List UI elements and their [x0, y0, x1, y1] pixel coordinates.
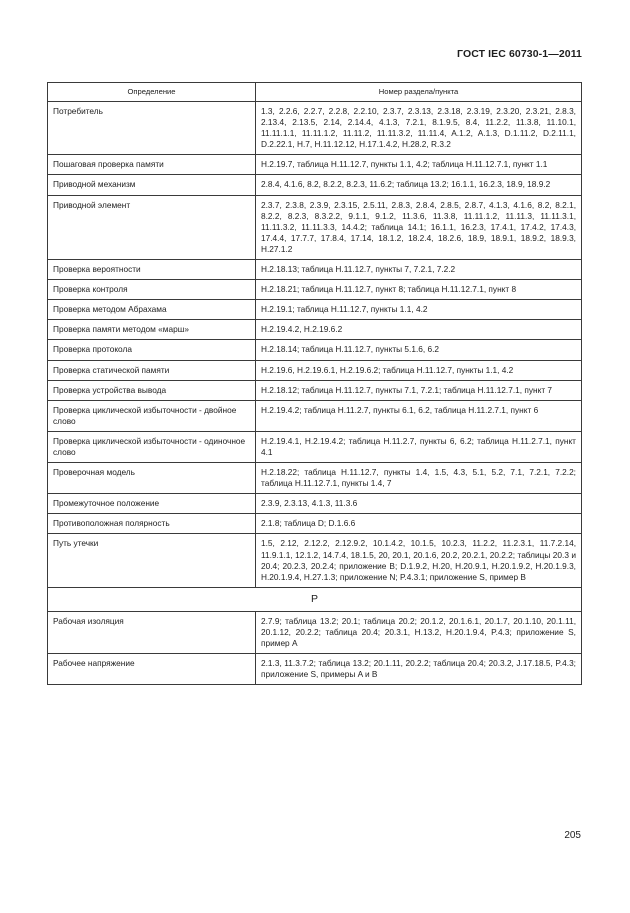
table-row [48, 431, 582, 462]
section-refs-cell: 2.3.9, 2.3.13, 4.1.3, 11.3.6 [256, 494, 582, 514]
section-refs-cell: H.2.19.4.1, H.2.19.4.2; таблица H.11.2.7, пункты 6, 6.2; таблица H.11.2.7.1, пункт 4.1 [256, 431, 582, 462]
term-cell: Приводной элемент [48, 195, 256, 259]
table-row [48, 463, 582, 494]
term-cell: Проверка устройства вывода [48, 380, 256, 400]
term-cell: Потребитель [48, 102, 256, 155]
section-refs-cell: H.2.19.1; таблица H.11.12.7, пункты 1.1, 4.2 [256, 300, 582, 320]
term-index-table [47, 82, 582, 685]
term-cell: Проверка памяти методом «марш» [48, 320, 256, 340]
term-cell: Путь утечки [48, 534, 256, 587]
table-row [48, 360, 582, 380]
term-cell: Промежуточное положение [48, 494, 256, 514]
column-header-section: Номер раздела/пункта [256, 83, 582, 102]
table-row [48, 195, 582, 259]
table-row [48, 102, 582, 155]
table-row [48, 175, 582, 195]
section-refs-cell: H.2.18.12; таблица H.11.12.7, пункты 7.1, 7.2.1; таблица H.11.12.7.1, пункт 7 [256, 380, 582, 400]
section-refs-cell: H.2.18.22; таблица H.11.12.7, пункты 1.4, 1.5, 4.3, 5.1, 5.2, 7.1, 7.2.1, 7.2.2; таблица H.11.12.7.1, пункты 1.4, 7 [256, 463, 582, 494]
section-refs-cell: 2.3.7, 2.3.8, 2.3.9, 2.3.15, 2.5.11, 2.8.3, 2.8.4, 2.8.5, 2.8.7, 4.1.3, 4.1.6, 8.2, 8.2.1, 8.2.2, 8.2.3, 8.3.2.2, 9.1.1, 9.1.2, 11.3.6, 11.3.8, 11.11.1.2, 11.11.3, 11.11.3.1, 11.11.3.2, 11.11.3.3, 14.4.2; таблица 14.1; 16.1.1, 16.2.3, 17.4.1, 17.4.2, 17.4.3, 17.4.4, 17.7.7, 17.8.4, 17.14, 18.1.2, 18.2.4, 18.2.6, 18.9, 18.9.1, 18.9.2, 18.9.3, H.27.1.2 [256, 195, 582, 259]
table-body-before [48, 102, 582, 588]
section-letter-row [48, 587, 582, 611]
term-cell: Приводной механизм [48, 175, 256, 195]
table-row [48, 340, 582, 360]
term-cell: Проверка циклической избыточности - одиночное слово [48, 431, 256, 462]
table-row [48, 320, 582, 340]
section-refs-cell: 2.8.4, 4.1.6, 8.2, 8.2.2, 8.2.3, 11.6.2; таблица 13.2; 16.1.1, 16.2.3, 18.9, 18.9.2 [256, 175, 582, 195]
section-refs-cell: 1.5, 2.12, 2.12.2, 2.12.9.2, 10.1.4.2, 10.1.5, 10.2.3, 11.2.2, 11.2.3.1, 11.7.2.14, 11.9.1.1, 12.1.2, 14.7.4, 18.1.5, 20, 20.1, 20.1.6, 20.2, 20.2.1, 20.2.2; таблицы 20.3 и 20.4; 20.2.3, 20.2.4; приложение B; D.1.9.2, H.20, H.20.9.1, H.20.1.9.2, H.20.1.9.3, H.20.1.9.4, H.27.1.3; приложение N; P.4.3.1; приложение S, пример B [256, 534, 582, 587]
term-cell: Проверка вероятности [48, 260, 256, 280]
section-refs-cell: 1.3, 2.2.6, 2.2.7, 2.2.8, 2.2.10, 2.3.7, 2.3.13, 2.3.18, 2.3.19, 2.3.20, 2.3.21, 2.8.3, 2.13.4, 2.13.5, 2.14, 2.14.4, 4.1.3, 7.2.1, 8.1.9.5, 8.4, 11.2.2, 11.3.8, 11.10.1, 11.11.1.1, 11.11.1.2, 11.11.2, 11.11.3.2, 11.11.4, A.1.2, A.1.3, D.1.11.2, D.2.11.1, D.2.22.1, H.7, H.11.12.12, H.17.1.4.2, H.28.2, R.3.2 [256, 102, 582, 155]
term-cell: Рабочее напряжение [48, 654, 256, 685]
term-cell: Проверка методом Абрахама [48, 300, 256, 320]
section-letter: Р [48, 587, 582, 611]
term-cell: Проверка статической памяти [48, 360, 256, 380]
section-refs-cell: H.2.18.13; таблица H.11.12.7, пункты 7, 7.2.1, 7.2.2 [256, 260, 582, 280]
section-refs-cell: H.2.18.21; таблица H.11.12.7, пункт 8; таблица H.11.12.7.1, пункт 8 [256, 280, 582, 300]
term-cell: Проверка циклической избыточности - двойное слово [48, 400, 256, 431]
section-refs-cell: 2.7.9; таблица 13.2; 20.1; таблица 20.2; 20.1.2, 20.1.6.1, 20.1.7, 20.1.10, 20.1.11, 20.1.12, 20.2.2; таблица 20.4; 20.3.1, H.13.2, H.20.1.9.4, P.4.3; приложение S, пример A [256, 611, 582, 653]
table-row [48, 400, 582, 431]
table-row [48, 494, 582, 514]
section-refs-cell: H.2.19.4.2; таблица H.11.2.7, пункты 6.1, 6.2, таблица H.11.2.7.1, пункт 6 [256, 400, 582, 431]
section-letter-body [48, 587, 582, 611]
section-refs-cell: H.2.18.14; таблица H.11.12.7, пункты 5.1.6, 6.2 [256, 340, 582, 360]
table-body-after [48, 611, 582, 684]
column-header-definition: Определение [48, 83, 256, 102]
table-row [48, 280, 582, 300]
term-cell: Проверка протокола [48, 340, 256, 360]
page-number: 205 [564, 830, 581, 841]
table-row [48, 611, 582, 653]
table-row [48, 380, 582, 400]
table-row [48, 654, 582, 685]
table-row [48, 534, 582, 587]
section-refs-cell: 2.1.3, 11.3.7.2; таблица 13.2; 20.1.11, 20.2.2; таблица 20.4; 20.3.2, J.17.18.5, P.4.3; приложение S, примеры A и B [256, 654, 582, 685]
standard-header: ГОСТ IEC 60730-1—2011 [457, 48, 582, 60]
term-cell: Пошаговая проверка памяти [48, 155, 256, 175]
section-refs-cell: H.2.19.4.2, H.2.19.6.2 [256, 320, 582, 340]
table-row [48, 260, 582, 280]
table-row [48, 300, 582, 320]
term-cell: Проверочная модель [48, 463, 256, 494]
term-cell: Проверка контроля [48, 280, 256, 300]
section-refs-cell: H.2.19.6, H.2.19.6.1, H.2.19.6.2; таблица H.11.12.7, пункты 1.1, 4.2 [256, 360, 582, 380]
section-refs-cell: H.2.19.7, таблица H.11.12.7, пункты 1.1, 4.2; таблица H.11.12.7.1, пункт 1.1 [256, 155, 582, 175]
term-cell: Рабочая изоляция [48, 611, 256, 653]
table-row [48, 514, 582, 534]
table-row [48, 155, 582, 175]
table-header-row [48, 83, 582, 102]
section-refs-cell: 2.1.8; таблица D; D.1.6.6 [256, 514, 582, 534]
term-cell: Противоположная полярность [48, 514, 256, 534]
